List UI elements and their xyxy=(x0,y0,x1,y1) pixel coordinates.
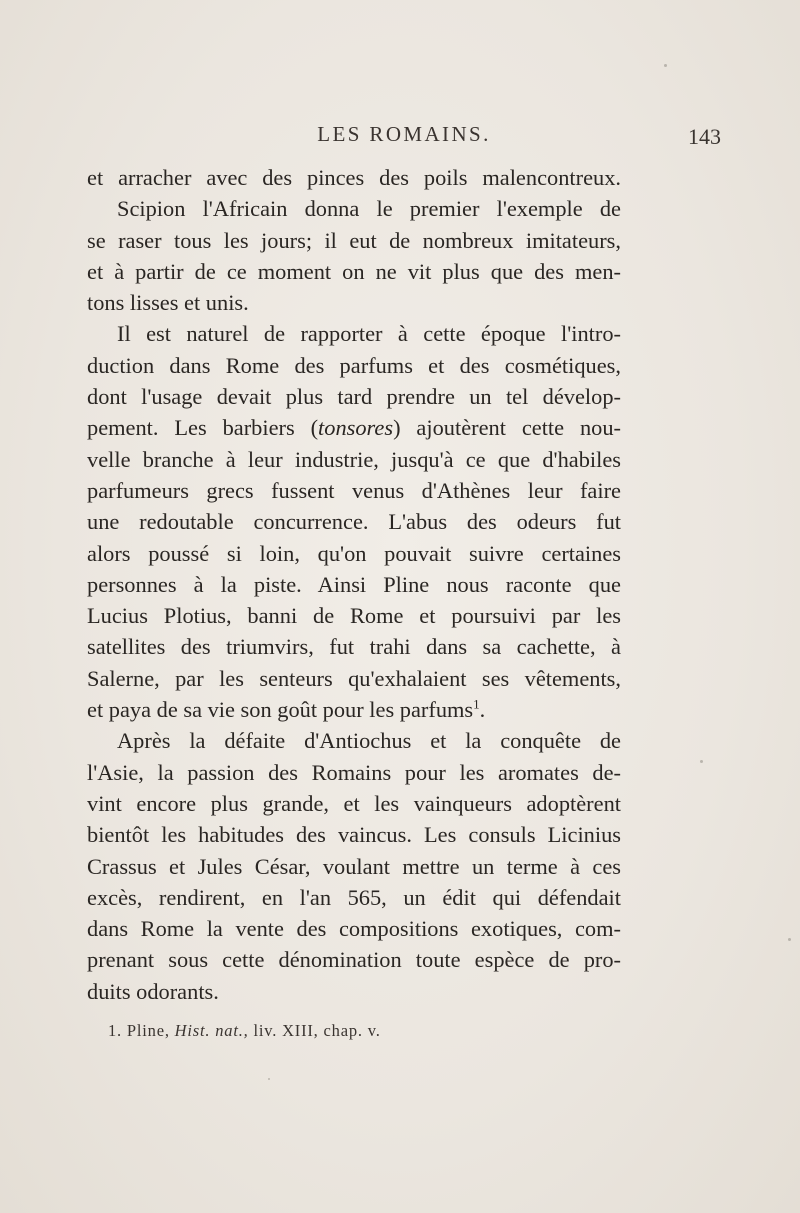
running-title: LES ROMAINS. xyxy=(317,122,491,146)
text-line: dont l'usage devait plus tard prendre un tel dévelop- xyxy=(87,384,621,410)
text-line: velle branche à leur industrie, jusqu'à ce que d'habiles xyxy=(87,446,621,472)
text-line: Lucius Plotius, banni de Rome et poursuivi par les xyxy=(87,603,621,629)
italic-term: tonsores xyxy=(318,415,394,441)
text-line: prenant sous cette dénomination toute espèce de pro- xyxy=(87,947,621,973)
text-line: Scipion l'Africain donna le premier l'exemple de xyxy=(117,196,621,222)
text-line: et à partir de ce moment on ne vit plus que des men- xyxy=(87,258,621,284)
text-line: Il est naturel de rapporter à cette époque l'intro- xyxy=(117,321,621,347)
text-line: l'Asie, la passion des Romains pour les aromates de- xyxy=(87,759,621,785)
text-line: duits odorants. xyxy=(87,978,219,1004)
text-line: satellites des triumvirs, fut trahi dans sa cachette, à xyxy=(87,634,621,660)
running-head xyxy=(87,122,721,152)
text-line xyxy=(87,412,621,443)
text-segment: . xyxy=(479,697,486,723)
text-line: duction dans Rome des parfums et des cosmétiques, xyxy=(87,352,621,378)
text-segment: ) ajoutèrent cette nou- xyxy=(393,415,621,441)
footnote-citation: liv. XIII, chap. v. xyxy=(248,1021,381,1040)
body-text xyxy=(87,162,621,1007)
paper-speck xyxy=(700,760,703,763)
text-line: bientôt les habitudes des vaincus. Les consuls Licinius xyxy=(87,822,621,848)
paper-speck xyxy=(788,938,791,941)
text-line: et arracher avec des pinces des poils malencontreux. xyxy=(87,165,621,190)
paper-speck xyxy=(664,64,667,67)
text-line: Après la défaite d'Antiochus et la conquête de xyxy=(117,728,621,754)
footnote-reference: 1 xyxy=(473,696,480,712)
text-line xyxy=(87,694,621,725)
text-line: se raser tous les jours; il eut de nombreux imitateurs, xyxy=(87,227,621,253)
text-line: excès, rendirent, en l'an 565, un édit qui défendait xyxy=(87,884,621,910)
text-line: vint encore plus grande, et les vainqueurs adoptèrent xyxy=(87,790,621,816)
text-line: une redoutable concurrence. L'abus des odeurs fut xyxy=(87,509,621,535)
text-segment: et paya de sa vie son goût pour les parfums xyxy=(87,697,474,723)
text-line: alors poussé si loin, qu'on pouvait suivre certaines xyxy=(87,540,621,566)
text-line: Crassus et Jules César, voulant mettre un terme à ces xyxy=(87,853,621,879)
text-segment: pement. Les barbiers ( xyxy=(87,415,319,441)
text-line: Salerne, par les senteurs qu'exhalaient ses vêtements, xyxy=(87,665,621,691)
text-line: dans Rome la vente des compositions exotiques, com- xyxy=(87,916,621,942)
text-line: tons lisses et unis. xyxy=(87,290,249,316)
page-number: 143 xyxy=(688,124,721,149)
text-line: parfumeurs grecs fussent venus d'Athènes leur faire xyxy=(87,477,621,503)
footnote-number: 1. Pline, xyxy=(108,1021,175,1040)
paper-speck xyxy=(268,1078,270,1080)
footnote-work-title: Hist. nat., xyxy=(174,1021,249,1040)
text-line: personnes à la piste. Ainsi Pline nous raconte que xyxy=(87,571,621,597)
footnote xyxy=(108,1021,381,1041)
